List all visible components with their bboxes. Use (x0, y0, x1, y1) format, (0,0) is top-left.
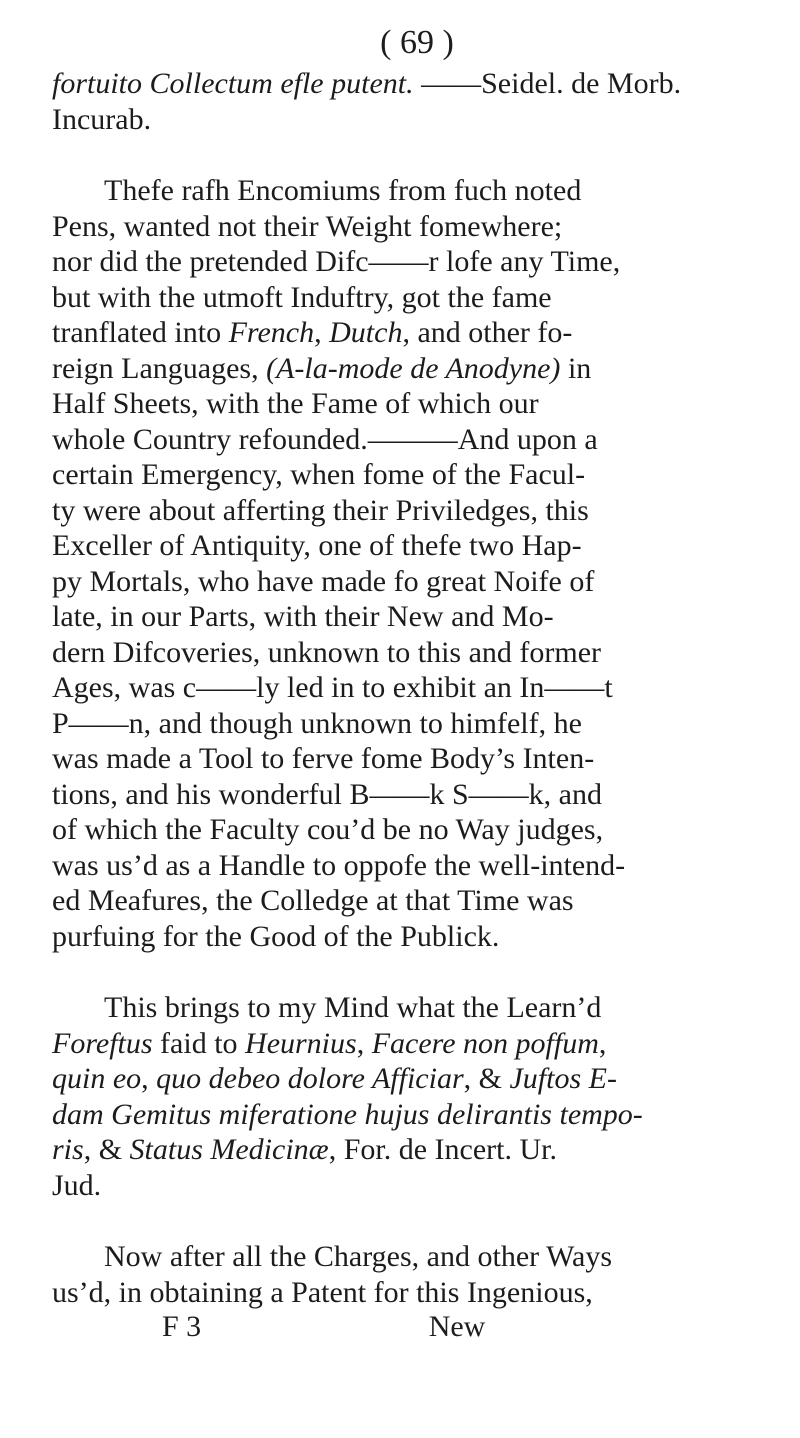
text-line (52, 706, 752, 742)
text-segment: of which the Faculty cou’d be no Way judges, (52, 813, 604, 846)
text-line (52, 422, 752, 458)
text-segment: py Mortals, who have made fo great Noife of (52, 564, 595, 598)
text-line (52, 564, 752, 600)
text-line (52, 351, 752, 387)
italic-text-segment: quin eo (52, 1062, 142, 1095)
italic-text-segment: Heurnius (245, 1026, 357, 1060)
italic-text-segment: Dutch (329, 316, 403, 349)
text-line (52, 528, 752, 564)
text-segment: Exceller of Antiquity, one of thefe two Hap- (52, 529, 582, 562)
text-line (52, 1026, 752, 1062)
text-line (52, 990, 752, 1026)
text-line (52, 670, 752, 706)
signature-mark: F 3 (162, 1310, 202, 1343)
text-segment: ty were about afferting their Priviledges, this (52, 493, 589, 527)
paragraph-gap (52, 137, 752, 173)
text-segment: Ages, was c——ly led in to exhibit an In——t (52, 671, 613, 704)
text-line (52, 1097, 752, 1133)
page-footer (52, 1310, 752, 1344)
text-segment: purfuing for the Good of the Publick. (52, 919, 500, 953)
document-page (52, 24, 752, 1344)
text-segment: , (314, 316, 330, 349)
text-line (52, 599, 752, 635)
italic-text-segment: (A-la-mode de Anodyne) (266, 351, 561, 385)
text-segment: dern Difcoveries, unknown to this and former (52, 635, 602, 669)
text-segment: This brings to my Mind what the Learn’d (104, 991, 602, 1024)
italic-text-segment: ris (52, 1133, 84, 1166)
text-segment: faid to (152, 1026, 246, 1060)
text-line (52, 244, 752, 280)
text-line (52, 102, 752, 138)
italic-text-segment: Juftos E- (509, 1062, 617, 1095)
text-line (52, 386, 752, 422)
text-line (52, 741, 752, 777)
text-segment: Incurab. (52, 102, 152, 136)
text-segment: Thefe rafh Encomiums from fuch noted (104, 174, 582, 207)
text-segment: , (141, 1062, 157, 1095)
text-line (52, 1239, 752, 1275)
text-segment: but with the utmoft Induftry, got the fame (52, 280, 552, 314)
text-segment: P——n, and though unknown to himfelf, he (52, 706, 582, 740)
text-line (52, 1061, 752, 1097)
italic-text-segment: Facere non poffum (371, 1026, 599, 1060)
italic-text-segment: fortuito Collectum efle putent. (52, 67, 414, 100)
text-segment: Half Sheets, with the Fame of which our (52, 387, 539, 420)
text-segment: late, in our Parts, with their New and Mo- (52, 600, 554, 633)
text-line (52, 457, 752, 493)
italic-text-segment: dam Gemitus miferatione hujus delirantis tempo- (52, 1097, 643, 1131)
text-line (52, 493, 752, 529)
text-segment: ——Seidel. de Morb. (413, 67, 682, 100)
text-line (52, 919, 752, 955)
catchword: New (428, 1310, 486, 1343)
text-segment: ed Meafures, the Colledge at that Time was (52, 884, 574, 917)
text-segment: , For. de Incert. Ur. (328, 1133, 557, 1166)
text-line (52, 883, 752, 919)
text-segment: , (356, 1026, 372, 1060)
text-segment: Jud. (52, 1168, 102, 1202)
text-segment: was us’d as a Handle to oppofe the well-intend- (52, 848, 626, 882)
text-line (52, 280, 752, 316)
text-line (52, 1132, 752, 1168)
text-segment: in (560, 351, 592, 385)
text-line (52, 315, 752, 351)
text-segment: , & (83, 1133, 130, 1166)
text-segment: us’d, in obtaining a Patent for this Ingenious, (52, 1275, 593, 1309)
italic-text-segment: Foreftus (52, 1026, 153, 1060)
text-line (52, 1168, 752, 1204)
text-segment: was made a Tool to ferve fome Body’s Inten- (52, 742, 595, 775)
text-segment: whole Country refounded.———And upon a (52, 422, 598, 456)
text-segment: , & (463, 1062, 510, 1095)
text-line (52, 1275, 752, 1311)
text-line (52, 173, 752, 209)
italic-text-segment: Status Medicinæ (129, 1133, 329, 1166)
italic-text-segment: quo debeo dolore Afficiar (156, 1062, 464, 1095)
text-segment: Now after all the Charges, and other Ways (104, 1240, 612, 1273)
text-line (52, 848, 752, 884)
text-segment: reign Languages, (52, 351, 267, 385)
text-line (52, 812, 752, 848)
paragraph-gap (52, 1203, 752, 1239)
text-line (52, 209, 752, 245)
italic-text-segment: French (228, 316, 315, 349)
paragraph-gap (52, 954, 752, 990)
text-segment: tions, and his wonderful B——k S——k, and (52, 777, 602, 811)
text-segment: Pens, wanted not their Weight fomewhere; (52, 209, 563, 243)
text-line (52, 777, 752, 813)
body-text (52, 66, 752, 1310)
text-segment: nor did the pretended Difc——r lofe any Time, (52, 245, 621, 278)
text-segment: certain Emergency, when fome of the Facul- (52, 458, 586, 491)
text-segment: , (598, 1026, 607, 1060)
page-number: ( 69 ) (380, 24, 454, 61)
text-line (52, 66, 752, 102)
text-line (52, 635, 752, 671)
text-segment: , and other fo- (402, 316, 573, 349)
text-segment: tranflated into (52, 316, 229, 349)
